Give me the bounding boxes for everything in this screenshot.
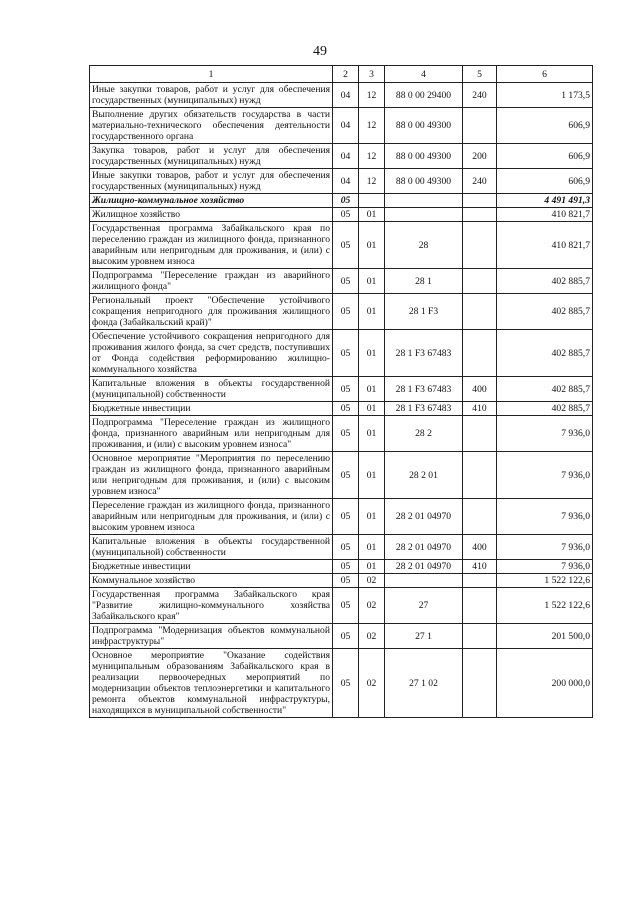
row-name-cell: Подпрограмма "Переселение граждан из жилищного фонда, признанного аварийным или непригодным для проживания, и (или) с высоким уровнем износа" [90, 416, 333, 452]
row-target-article-cell: 28 1 F3 67483 [385, 402, 463, 416]
table-row [90, 377, 593, 402]
row-expense-type-cell [463, 294, 497, 330]
row-name-cell: Капитальные вложения в объекты государственной (муниципальной) собственности [90, 377, 333, 402]
row-target-article-cell: 28 2 01 04970 [385, 560, 463, 574]
row-subsection-cell: 01 [359, 222, 385, 269]
row-target-article-cell: 88 0 00 49300 [385, 169, 463, 194]
row-target-article-cell: 28 1 F3 [385, 294, 463, 330]
row-expense-type-cell [463, 222, 497, 269]
row-subsection-cell: 12 [359, 108, 385, 144]
row-section-cell: 05 [333, 294, 359, 330]
row-subsection-cell: 01 [359, 208, 385, 222]
row-amount-cell: 201 500,0 [497, 624, 593, 649]
row-target-article-cell: 28 1 [385, 269, 463, 294]
row-section-cell: 04 [333, 83, 359, 108]
row-section-cell: 05 [333, 377, 359, 402]
page-number: 49 [313, 44, 327, 59]
table-row [90, 588, 593, 624]
row-name-cell: Иные закупки товаров, работ и услуг для обеспечения государственных (муниципальных) нужд [90, 169, 333, 194]
row-target-article-cell: 28 [385, 222, 463, 269]
row-subsection-cell [359, 194, 385, 208]
table-row [90, 416, 593, 452]
row-subsection-cell: 01 [359, 535, 385, 560]
row-amount-cell: 200 000,0 [497, 649, 593, 718]
row-name-cell: Жилищно-коммунальное хозяйство [90, 194, 333, 208]
row-expense-type-cell: 410 [463, 560, 497, 574]
row-section-cell: 05 [333, 452, 359, 499]
row-section-cell: 05 [333, 269, 359, 294]
row-subsection-cell: 02 [359, 624, 385, 649]
row-target-article-cell: 28 2 01 04970 [385, 535, 463, 560]
row-amount-cell: 7 936,0 [497, 452, 593, 499]
row-target-article-cell: 28 2 01 04970 [385, 499, 463, 535]
header-cell: 1 [90, 66, 333, 83]
row-section-cell: 04 [333, 144, 359, 169]
row-subsection-cell: 01 [359, 560, 385, 574]
row-subsection-cell: 12 [359, 169, 385, 194]
row-amount-cell: 402 885,7 [497, 377, 593, 402]
row-amount-cell: 1 173,5 [497, 83, 593, 108]
row-name-cell: Жилищное хозяйство [90, 208, 333, 222]
row-subsection-cell: 12 [359, 144, 385, 169]
row-section-cell: 05 [333, 560, 359, 574]
header-cell: 4 [385, 66, 463, 83]
row-name-cell: Капитальные вложения в объекты государственной (муниципальной) собственности [90, 535, 333, 560]
row-amount-cell: 402 885,7 [497, 330, 593, 377]
table-row [90, 330, 593, 377]
table-header-row [90, 66, 593, 83]
row-expense-type-cell [463, 588, 497, 624]
row-subsection-cell: 02 [359, 574, 385, 588]
row-target-article-cell: 88 0 00 29400 [385, 83, 463, 108]
row-expense-type-cell [463, 269, 497, 294]
row-amount-cell: 7 936,0 [497, 535, 593, 560]
row-amount-cell: 606,9 [497, 169, 593, 194]
row-section-cell: 05 [333, 499, 359, 535]
row-subsection-cell: 02 [359, 649, 385, 718]
row-section-cell: 05 [333, 574, 359, 588]
row-subsection-cell: 01 [359, 330, 385, 377]
row-amount-cell: 410 821,7 [497, 208, 593, 222]
row-name-cell: Региональный проект "Обеспечение устойчивого сокращения непригодного для проживания жилищного фонда (Забайкальский край)" [90, 294, 333, 330]
row-target-article-cell [385, 208, 463, 222]
row-expense-type-cell [463, 330, 497, 377]
row-name-cell: Государственная программа Забайкальского края "Развитие жилищно-коммунального хозяйства Забайкальского края" [90, 588, 333, 624]
row-target-article-cell: 28 1 F3 67483 [385, 330, 463, 377]
table-row [90, 452, 593, 499]
row-target-article-cell: 28 2 01 [385, 452, 463, 499]
row-target-article-cell [385, 194, 463, 208]
row-amount-cell: 410 821,7 [497, 222, 593, 269]
row-amount-cell: 7 936,0 [497, 416, 593, 452]
row-expense-type-cell [463, 194, 497, 208]
row-name-cell: Закупка товаров, работ и услуг для обеспечения государственных (муниципальных) нужд [90, 144, 333, 169]
row-section-cell: 04 [333, 108, 359, 144]
row-section-cell: 05 [333, 194, 359, 208]
row-name-cell: Подпрограмма "Модернизация объектов коммунальной инфраструктуры" [90, 624, 333, 649]
row-subsection-cell: 01 [359, 499, 385, 535]
row-amount-cell: 402 885,7 [497, 269, 593, 294]
row-target-article-cell: 88 0 00 49300 [385, 144, 463, 169]
row-expense-type-cell [463, 574, 497, 588]
row-expense-type-cell [463, 416, 497, 452]
header-cell: 6 [497, 66, 593, 83]
row-target-article-cell: 27 1 02 [385, 649, 463, 718]
row-section-cell: 05 [333, 588, 359, 624]
row-section-cell: 05 [333, 402, 359, 416]
table-row [90, 108, 593, 144]
row-name-cell: Бюджетные инвестиции [90, 560, 333, 574]
row-section-cell: 05 [333, 649, 359, 718]
row-subsection-cell: 01 [359, 452, 385, 499]
row-expense-type-cell [463, 624, 497, 649]
table-row [90, 269, 593, 294]
row-section-cell: 05 [333, 222, 359, 269]
row-expense-type-cell: 410 [463, 402, 497, 416]
row-amount-cell: 1 522 122,6 [497, 574, 593, 588]
table-row [90, 499, 593, 535]
row-section-cell: 05 [333, 416, 359, 452]
row-amount-cell: 606,9 [497, 108, 593, 144]
table-row [90, 560, 593, 574]
row-name-cell: Основное мероприятие "Мероприятия по переселению граждан из жилищного фонда, признанного аварийным или непригодным для проживания, и (или) с высоким уровнем износа" [90, 452, 333, 499]
row-target-article-cell: 28 2 [385, 416, 463, 452]
budget-table [89, 65, 593, 718]
row-expense-type-cell: 400 [463, 535, 497, 560]
row-subsection-cell: 01 [359, 402, 385, 416]
table-row [90, 169, 593, 194]
row-expense-type-cell [463, 649, 497, 718]
row-subsection-cell: 12 [359, 83, 385, 108]
row-name-cell: Бюджетные инвестиции [90, 402, 333, 416]
header-cell: 3 [359, 66, 385, 83]
row-amount-cell: 7 936,0 [497, 499, 593, 535]
row-expense-type-cell [463, 452, 497, 499]
row-expense-type-cell [463, 208, 497, 222]
row-subsection-cell: 01 [359, 416, 385, 452]
table-row [90, 144, 593, 169]
row-section-cell: 05 [333, 208, 359, 222]
row-target-article-cell [385, 574, 463, 588]
row-subsection-cell: 01 [359, 377, 385, 402]
header-cell: 5 [463, 66, 497, 83]
table-row [90, 208, 593, 222]
row-expense-type-cell [463, 108, 497, 144]
row-target-article-cell: 27 [385, 588, 463, 624]
row-name-cell: Государственная программа Забайкальского края по переселению граждан из жилищного фонда, признанного аварийным или непригодным для проживания, и (или) с высоким уровнем износа [90, 222, 333, 269]
row-subsection-cell: 01 [359, 269, 385, 294]
row-amount-cell: 4 491 491,3 [497, 194, 593, 208]
row-section-cell: 05 [333, 535, 359, 560]
row-target-article-cell: 28 1 F3 67483 [385, 377, 463, 402]
row-expense-type-cell: 240 [463, 83, 497, 108]
row-amount-cell: 606,9 [497, 144, 593, 169]
row-target-article-cell: 27 1 [385, 624, 463, 649]
table-row [90, 649, 593, 718]
row-expense-type-cell: 200 [463, 144, 497, 169]
table-row [90, 402, 593, 416]
row-name-cell: Подпрограмма "Переселение граждан из аварийного жилищного фонда" [90, 269, 333, 294]
table-row [90, 83, 593, 108]
table-row [90, 194, 593, 208]
row-expense-type-cell: 400 [463, 377, 497, 402]
row-name-cell: Иные закупки товаров, работ и услуг для обеспечения государственных (муниципальных) нужд [90, 83, 333, 108]
row-section-cell: 05 [333, 624, 359, 649]
table-row [90, 294, 593, 330]
row-amount-cell: 402 885,7 [497, 294, 593, 330]
row-name-cell: Обеспечение устойчивого сокращения непригодного для проживания жилого фонда, за счет средств, поступивших от Фонда содействия реформированию жилищно-коммунального хозяйства [90, 330, 333, 377]
table-row [90, 574, 593, 588]
table-row [90, 535, 593, 560]
row-section-cell: 04 [333, 169, 359, 194]
row-amount-cell: 7 936,0 [497, 560, 593, 574]
row-subsection-cell: 01 [359, 294, 385, 330]
header-cell: 2 [333, 66, 359, 83]
row-name-cell: Переселение граждан из жилищного фонда, признанного аварийным или непригодным для проживания, и (или) с высоким уровнем износа [90, 499, 333, 535]
table-row [90, 222, 593, 269]
row-amount-cell: 1 522 122,6 [497, 588, 593, 624]
row-name-cell: Основное мероприятие "Оказание содействия муниципальным образованиям Забайкальского края в реализации первоочередных мероприятий по модернизации объектов теплоэнергетики и капитального ремонта объектов коммунальной инфраструктуры, находящихся в муниципальной собственности" [90, 649, 333, 718]
row-name-cell: Выполнение других обязательств государства в части материально-технического обеспечения деятельности государственного органа [90, 108, 333, 144]
row-target-article-cell: 88 0 00 49300 [385, 108, 463, 144]
row-section-cell: 05 [333, 330, 359, 377]
table-row [90, 624, 593, 649]
row-expense-type-cell [463, 499, 497, 535]
row-expense-type-cell: 240 [463, 169, 497, 194]
row-subsection-cell: 02 [359, 588, 385, 624]
row-name-cell: Коммунальное хозяйство [90, 574, 333, 588]
row-amount-cell: 402 885,7 [497, 402, 593, 416]
